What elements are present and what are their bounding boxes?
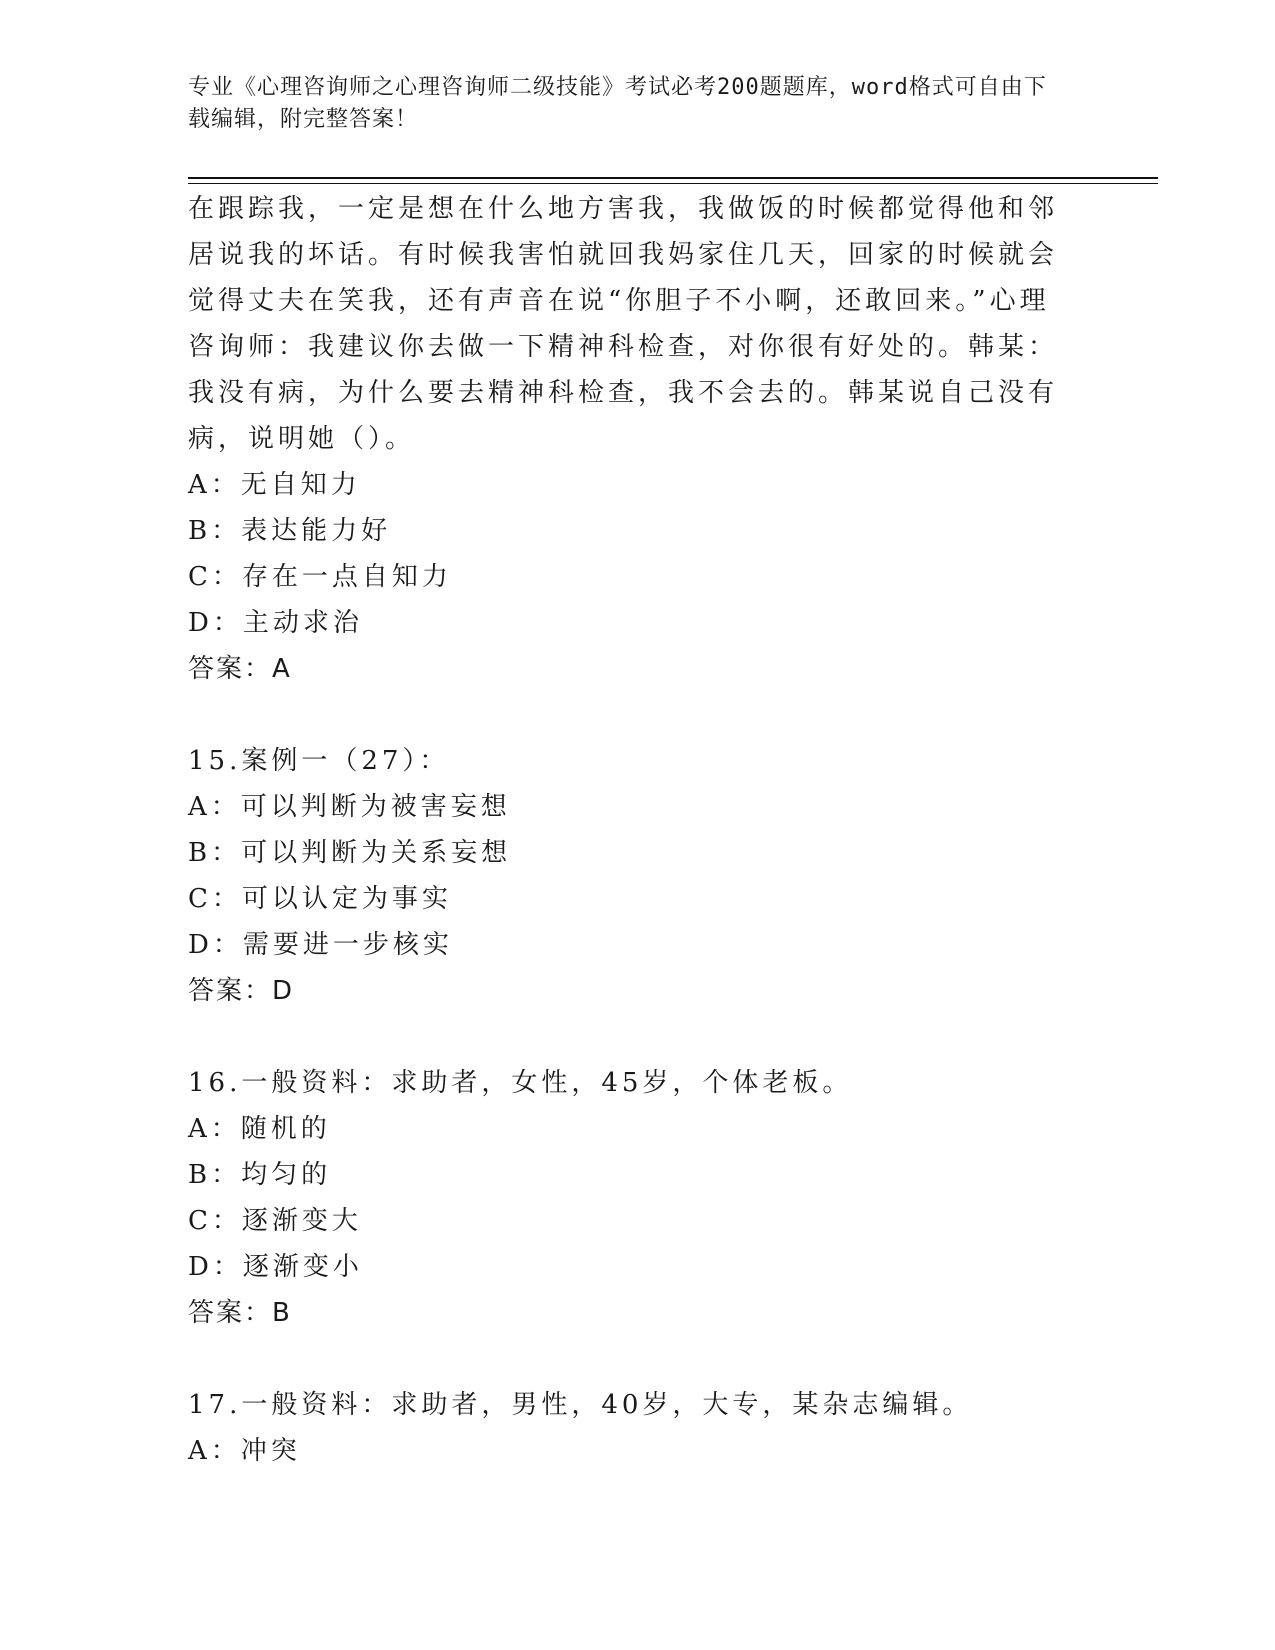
question-15-option-a: A：可以判断为被害妄想: [188, 792, 511, 822]
header-divider-thin: [188, 183, 1158, 184]
question-17-option-a: A：冲突: [188, 1436, 301, 1466]
question-15-stem: 15.案例一（27）：: [188, 746, 450, 776]
header-divider-thick: [188, 177, 1158, 179]
question-14: [188, 186, 1068, 692]
question-14-answer: 答案：A: [188, 654, 292, 684]
question-16-option-d: D：逐渐变小: [188, 1252, 363, 1282]
spacer: [188, 1014, 1068, 1060]
question-15: [188, 738, 1068, 1014]
header-title: 专业《心理咨询师之心理咨询师二级技能》考试必考200题题库，word格式可自由下载编辑，附完整答案！: [188, 75, 1047, 132]
question-16-option-c: C：逐渐变大: [188, 1206, 362, 1236]
question-14-option-b: B：表达能力好: [188, 516, 392, 546]
spacer: [188, 692, 1068, 738]
question-17-stem: 17.一般资料：求助者，男性，40岁，大专，某杂志编辑。: [188, 1390, 973, 1420]
question-16-answer: 答案：B: [188, 1298, 292, 1328]
question-15-option-d: D：需要进一步核实: [188, 930, 453, 960]
question-14-option-c: C：存在一点自知力: [188, 562, 452, 592]
question-15-option-c: C：可以认定为事实: [188, 884, 452, 914]
question-17: [188, 1382, 1068, 1474]
document-header: [188, 72, 1068, 136]
question-16-stem: 16.一般资料：求助者，女性，45岁，个体老板。: [188, 1068, 853, 1098]
question-15-answer: 答案：D: [188, 976, 295, 1006]
question-14-option-a: A：无自知力: [188, 470, 361, 500]
spacer: [188, 1336, 1068, 1382]
question-16: [188, 1060, 1068, 1336]
question-15-option-b: B：可以判断为关系妄想: [188, 838, 512, 868]
question-16-option-a: A：随机的: [188, 1114, 331, 1144]
question-16-option-b: B：均匀的: [188, 1160, 332, 1190]
question-list: [188, 186, 1068, 1474]
question-14-option-d: D：主动求治: [188, 608, 363, 638]
question-14-continued-text: 在跟踪我，一定是想在什么地方害我，我做饭的时候都觉得他和邻居说我的坏话。有时候我害怕就回我妈家住几天，回家的时候就会觉得丈夫在笑我，还有声音在说“你胆子不小啊，还敢回来。”心理咨询师：我建议你去做一下精神科检查，对你很有好处的。韩某：我没有病，为什么要去精神科检查，我不会去的。韩某说自己没有病，说明她（）。: [188, 194, 1059, 454]
